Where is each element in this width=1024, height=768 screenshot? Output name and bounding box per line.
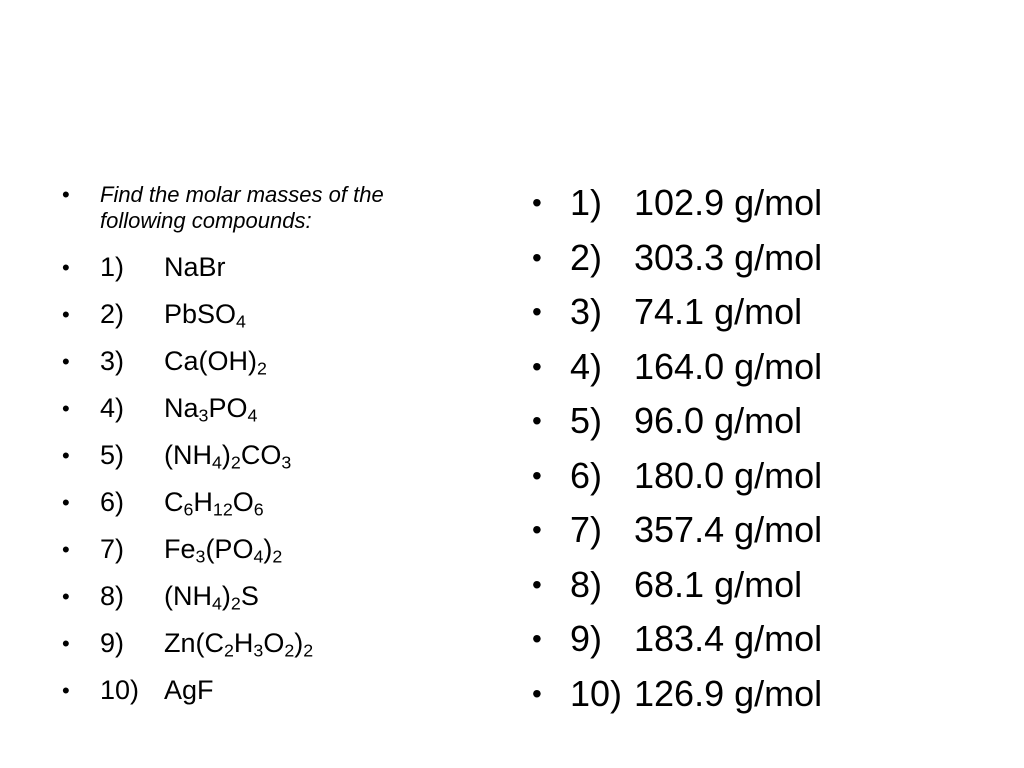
bullet-icon: • bbox=[62, 631, 70, 656]
formula-subscript: 2 bbox=[303, 640, 314, 661]
formula-text: PbSO bbox=[164, 299, 237, 329]
formula-text: PO bbox=[208, 393, 248, 423]
item-number: 4) bbox=[100, 393, 125, 423]
bullet-icon: • bbox=[62, 490, 70, 515]
formula-subscript: 2 bbox=[257, 358, 267, 379]
formula-text: H bbox=[193, 487, 213, 517]
compound-item bbox=[62, 573, 482, 620]
bullet-icon: • bbox=[62, 584, 70, 609]
bullet-icon: • bbox=[532, 623, 542, 654]
formula-subscript: 2 bbox=[230, 452, 241, 473]
formula-text: Zn(C bbox=[164, 628, 224, 658]
formula-text: Fe bbox=[164, 534, 196, 564]
formula-text: C bbox=[164, 487, 184, 517]
molar-mass-value: 303.3 g/mol bbox=[634, 236, 823, 278]
answer-item bbox=[532, 176, 992, 231]
answer-item bbox=[532, 340, 992, 395]
answer-item bbox=[532, 285, 992, 340]
answer-item bbox=[532, 612, 992, 667]
molar-mass-value: 96.0 g/mol bbox=[634, 400, 803, 441]
formula-subscript: 3 bbox=[198, 405, 209, 426]
item-number: 5) bbox=[100, 440, 125, 470]
formula-subscript: 4 bbox=[247, 405, 258, 426]
item-number: 2) bbox=[100, 299, 125, 329]
answer-list bbox=[532, 176, 992, 721]
molar-mass-value: 68.1 g/mol bbox=[634, 563, 803, 605]
formula-text: S bbox=[240, 581, 259, 611]
compound-item bbox=[62, 432, 482, 479]
molar-mass-value: 357.4 g/mol bbox=[634, 509, 823, 550]
compound-formula bbox=[164, 526, 282, 573]
bullet-icon: • bbox=[532, 459, 542, 491]
formula-subscript: 12 bbox=[212, 499, 233, 520]
formula-text: ) bbox=[294, 628, 304, 658]
formula-text: (PO bbox=[205, 534, 254, 564]
formula-subscript: 4 bbox=[212, 452, 222, 473]
formula-text: H bbox=[233, 628, 254, 658]
answer-item bbox=[532, 231, 992, 286]
compound-item bbox=[62, 620, 482, 667]
compound-formula bbox=[164, 244, 226, 291]
item-number: 9) bbox=[570, 618, 603, 659]
compound-item bbox=[62, 291, 482, 338]
formula-text: NaBr bbox=[164, 252, 226, 282]
formula-text: (NH bbox=[164, 440, 212, 470]
compound-formula bbox=[164, 620, 313, 667]
answer-item bbox=[532, 558, 992, 613]
item-number: 6) bbox=[100, 487, 125, 517]
bullet-icon: • bbox=[532, 514, 542, 545]
answer-item bbox=[532, 503, 992, 558]
item-number: 3) bbox=[570, 291, 603, 332]
molar-mass-value: 164.0 g/mol bbox=[634, 345, 823, 387]
bullet-icon: • bbox=[532, 296, 542, 327]
formula-subscript: 3 bbox=[281, 452, 292, 473]
formula-subscript: 2 bbox=[272, 546, 283, 567]
bullet-icon: • bbox=[532, 677, 542, 709]
item-number: 8) bbox=[100, 581, 125, 611]
formula-text: AgF bbox=[164, 675, 214, 705]
formula-subscript: 4 bbox=[236, 311, 246, 332]
item-number: 8) bbox=[570, 563, 603, 605]
bullet-icon: • bbox=[62, 443, 70, 468]
item-number: 10) bbox=[100, 675, 140, 705]
answer-item bbox=[532, 394, 992, 449]
item-number: 4) bbox=[570, 345, 603, 387]
formula-text: CO bbox=[240, 440, 282, 470]
formula-text: O bbox=[232, 487, 254, 517]
compound-item bbox=[62, 385, 482, 432]
bullet-icon: • bbox=[62, 537, 70, 562]
question-intro-item bbox=[62, 182, 482, 244]
molar-mass-value: 102.9 g/mol bbox=[634, 182, 823, 223]
molar-mass-value: 126.9 g/mol bbox=[634, 672, 823, 714]
formula-text: ) bbox=[221, 581, 231, 611]
formula-subscript: 3 bbox=[195, 546, 206, 567]
formula-text: ) bbox=[263, 534, 273, 564]
item-number: 2) bbox=[570, 236, 603, 278]
compound-formula bbox=[164, 385, 257, 432]
formula-text: (NH bbox=[164, 581, 212, 611]
bullet-icon: • bbox=[62, 396, 70, 421]
formula-subscript: 2 bbox=[224, 640, 234, 661]
compound-formula bbox=[164, 432, 291, 479]
compound-item bbox=[62, 667, 482, 714]
item-number: 1) bbox=[570, 182, 603, 223]
item-number: 6) bbox=[570, 454, 603, 496]
formula-subscript: 6 bbox=[253, 499, 264, 520]
formula-text: ) bbox=[221, 440, 231, 470]
bullet-icon: • bbox=[62, 302, 70, 327]
bullet-icon: • bbox=[532, 241, 542, 273]
molar-mass-value: 183.4 g/mol bbox=[634, 618, 823, 659]
formula-text: Ca(OH) bbox=[164, 346, 257, 376]
item-number: 5) bbox=[570, 400, 603, 441]
formula-subscript: 2 bbox=[284, 640, 295, 661]
bullet-icon: • bbox=[532, 405, 542, 436]
formula-subscript: 3 bbox=[253, 640, 264, 661]
formula-text: O bbox=[263, 628, 285, 658]
molar-mass-value: 74.1 g/mol bbox=[634, 291, 803, 332]
bullet-icon: • bbox=[62, 349, 70, 374]
question-intro-text: Find the molar masses of the following compounds: bbox=[100, 182, 384, 233]
item-number: 10) bbox=[570, 672, 623, 714]
compound-formula bbox=[164, 667, 214, 714]
compound-formula bbox=[164, 338, 267, 385]
bullet-icon: • bbox=[532, 187, 542, 218]
formula-subscript: 4 bbox=[253, 546, 264, 567]
answer-item bbox=[532, 667, 992, 722]
formula-subscript: 4 bbox=[212, 593, 222, 614]
compound-item bbox=[62, 244, 482, 291]
molar-mass-value: 180.0 g/mol bbox=[634, 454, 823, 496]
formula-subscript: 2 bbox=[230, 593, 241, 614]
formula-subscript: 6 bbox=[183, 499, 194, 520]
item-number: 9) bbox=[100, 628, 125, 658]
bullet-icon: • bbox=[62, 678, 70, 703]
compound-item bbox=[62, 338, 482, 385]
item-number: 7) bbox=[570, 509, 603, 550]
bullet-icon: • bbox=[532, 350, 542, 382]
compound-formula bbox=[164, 291, 246, 338]
question-list bbox=[62, 182, 482, 714]
bullet-icon: • bbox=[62, 182, 70, 207]
item-number: 7) bbox=[100, 534, 125, 564]
bullet-icon: • bbox=[532, 568, 542, 600]
bullet-icon: • bbox=[62, 255, 70, 280]
compound-formula bbox=[164, 573, 259, 620]
answer-item bbox=[532, 449, 992, 504]
compound-formula bbox=[164, 479, 264, 526]
compound-item bbox=[62, 526, 482, 573]
compound-item bbox=[62, 479, 482, 526]
formula-text: Na bbox=[164, 393, 199, 423]
item-number: 3) bbox=[100, 346, 125, 376]
item-number: 1) bbox=[100, 252, 125, 282]
